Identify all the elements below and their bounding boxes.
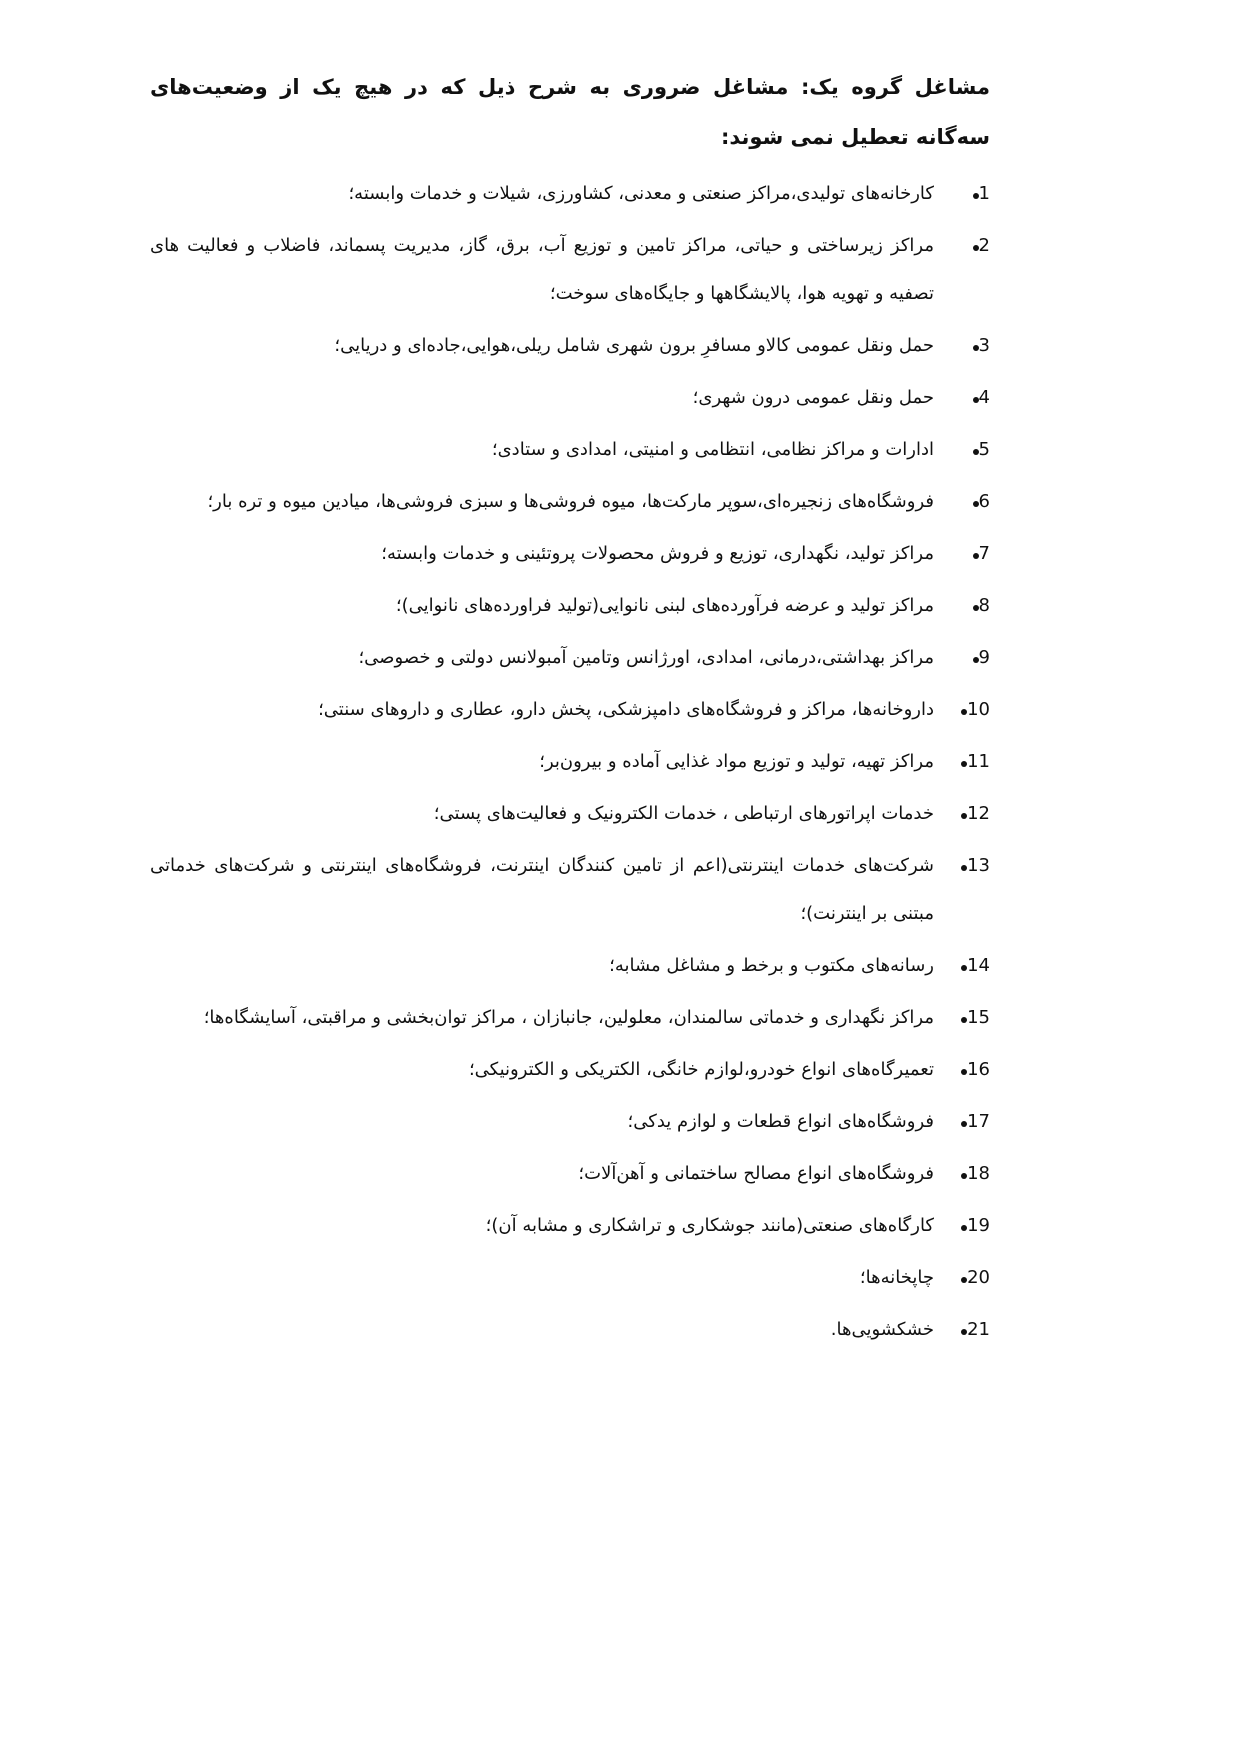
bullet-icon bbox=[973, 657, 979, 663]
list-item bbox=[150, 222, 990, 318]
list-marker bbox=[940, 170, 990, 218]
list-item bbox=[150, 530, 990, 578]
item-number: 12 bbox=[967, 803, 990, 824]
item-number: 14 bbox=[967, 955, 990, 976]
item-text: چاپخانه‌ها؛ bbox=[859, 1267, 934, 1288]
item-text: مراکز نگهداری و خدماتی سالمندان، معلولین، جانبازان ، مراکز توان‌بخشی و مراقبتی، آسایشگاه‌ها؛ bbox=[203, 1007, 934, 1028]
item-number: 19 bbox=[967, 1215, 990, 1236]
list-item bbox=[150, 582, 990, 630]
item-number: 21 bbox=[967, 1319, 990, 1340]
item-number: 5 bbox=[978, 439, 990, 460]
bullet-icon bbox=[973, 449, 979, 455]
list-item bbox=[150, 942, 990, 990]
item-text: مراکز تولید، نگهداری، توزیع و فروش محصولات پروتئینی و خدمات وابسته؛ bbox=[381, 543, 934, 564]
list-item bbox=[150, 686, 990, 734]
list-marker bbox=[940, 1306, 990, 1354]
item-number: 10 bbox=[967, 699, 990, 720]
item-text: کارخانه‌های تولیدی،مراکز صنعتی و معدنی، کشاورزی، شیلات و خدمات وابسته؛ bbox=[348, 183, 934, 204]
item-number: 9 bbox=[978, 647, 990, 668]
item-number: 18 bbox=[967, 1163, 990, 1184]
item-number: 3 bbox=[978, 335, 990, 356]
list-marker bbox=[940, 1046, 990, 1094]
item-number: 11 bbox=[967, 751, 990, 772]
item-number: 20 bbox=[967, 1267, 990, 1288]
list-item bbox=[150, 322, 990, 370]
list-marker bbox=[940, 426, 990, 474]
item-text: مراکز زیرساختی و حیاتی، مراکز تامین و توزیع آب، برق، گاز، مدیریت پسماند، فاضلاب و فعالیت های تصفیه و تهویه هوا، پالایشگاهها و جایگاه‌های سوخت؛ bbox=[150, 235, 934, 304]
list-item bbox=[150, 842, 990, 938]
item-number: 1 bbox=[978, 183, 990, 204]
list-marker bbox=[940, 790, 990, 838]
list-item bbox=[150, 1254, 990, 1302]
list-marker bbox=[940, 1098, 990, 1146]
list-marker bbox=[940, 1150, 990, 1198]
list-marker bbox=[940, 530, 990, 578]
item-number: 7 bbox=[978, 543, 990, 564]
item-text: فروشگاه‌های انواع مصالح ساختمانی و آهن‌آلات؛ bbox=[578, 1163, 934, 1184]
item-text: مراکز تهیه، تولید و توزیع مواد غذایی آماده و بیرون‌بر؛ bbox=[539, 751, 934, 772]
occupation-list bbox=[150, 170, 990, 1354]
list-marker bbox=[940, 222, 990, 270]
item-text: خشکشویی‌ها. bbox=[830, 1319, 934, 1340]
list-marker bbox=[940, 1254, 990, 1302]
list-marker bbox=[940, 1202, 990, 1250]
item-number: 17 bbox=[967, 1111, 990, 1132]
list-item bbox=[150, 1046, 990, 1094]
item-text: فروشگاه‌های انواع قطعات و لوازم یدکی؛ bbox=[627, 1111, 934, 1132]
item-text: مراکز تولید و عرضه فرآورده‌های لبنی نانوایی(تولید فراورده‌های نانوایی)؛ bbox=[395, 595, 934, 616]
document-page bbox=[150, 62, 990, 1358]
bullet-icon bbox=[973, 553, 979, 559]
list-marker bbox=[940, 842, 990, 890]
list-marker bbox=[940, 478, 990, 526]
item-number: 8 bbox=[978, 595, 990, 616]
list-item bbox=[150, 426, 990, 474]
list-marker bbox=[940, 374, 990, 422]
list-item bbox=[150, 374, 990, 422]
bullet-icon bbox=[973, 193, 979, 199]
list-item bbox=[150, 1150, 990, 1198]
list-marker bbox=[940, 634, 990, 682]
bullet-icon bbox=[973, 345, 979, 351]
list-marker bbox=[940, 322, 990, 370]
item-text: شرکت‌های خدمات اینترنتی(اعم از تامین کنندگان اینترنت، فروشگاه‌های اینترنتی و شرکت‌های خدماتی مبتنی بر اینترنت)؛ bbox=[150, 855, 934, 924]
list-marker bbox=[940, 686, 990, 734]
item-text: فروشگاه‌های زنجیره‌ای،سوپر مارکت‌ها، میوه فروشی‌ها و سبزی فروشی‌ها، میادین میوه و تره بار؛ bbox=[207, 491, 934, 512]
item-text: مراکز بهداشتی،درمانی، امدادی، اورژانس وتامین آمبولانس دولتی و خصوصی؛ bbox=[358, 647, 934, 668]
list-item bbox=[150, 170, 990, 218]
list-item bbox=[150, 1306, 990, 1354]
list-item bbox=[150, 790, 990, 838]
item-number: 6 bbox=[978, 491, 990, 512]
list-item bbox=[150, 738, 990, 786]
item-number: 16 bbox=[967, 1059, 990, 1080]
document-heading: مشاغل گروه یک: مشاغل ضروری به شرح ذیل که در هیچ یک از وضعیت‌های سه‌گانه تعطیل نمی شوند: bbox=[150, 75, 990, 149]
list-item bbox=[150, 1098, 990, 1146]
bullet-icon bbox=[973, 605, 979, 611]
list-item bbox=[150, 634, 990, 682]
bullet-icon bbox=[973, 245, 979, 251]
item-text: خدمات اپراتورهای ارتباطی ، خدمات الکترونیک و فعالیت‌های پستی؛ bbox=[433, 803, 934, 824]
bullet-icon bbox=[973, 501, 979, 507]
item-number: 2 bbox=[978, 235, 990, 256]
item-number: 13 bbox=[967, 855, 990, 876]
item-text: کارگاه‌های صنعتی(مانند جوشکاری و تراشکاری و مشابه آن)؛ bbox=[485, 1215, 934, 1236]
list-item bbox=[150, 478, 990, 526]
bullet-icon bbox=[973, 397, 979, 403]
item-text: تعمیرگاه‌های انواع خودرو،لوازم خانگی، الکتریکی و الکترونیکی؛ bbox=[468, 1059, 934, 1080]
item-text: داروخانه‌ها، مراکز و فروشگاه‌های دامپزشکی، پخش دارو، عطاری و داروهای سنتی؛ bbox=[318, 699, 934, 720]
item-text: حمل ونقل عمومی کالاو مسافرِ برون شهری شامل ریلی،هوایی،جاده‌ای و دریایی؛ bbox=[334, 335, 934, 356]
list-marker bbox=[940, 582, 990, 630]
list-marker bbox=[940, 994, 990, 1042]
item-text: ادارات و مراکز نظامی، انتظامی و امنیتی، امدادی و ستادی؛ bbox=[491, 439, 934, 460]
item-number: 15 bbox=[967, 1007, 990, 1028]
list-marker bbox=[940, 738, 990, 786]
item-number: 4 bbox=[978, 387, 990, 408]
list-marker bbox=[940, 942, 990, 990]
list-item bbox=[150, 1202, 990, 1250]
item-text: حمل ونقل عمومی درون شهری؛ bbox=[692, 387, 934, 408]
list-item bbox=[150, 994, 990, 1042]
item-text: رسانه‌های مکتوب و برخط و مشاغل مشابه؛ bbox=[609, 955, 934, 976]
